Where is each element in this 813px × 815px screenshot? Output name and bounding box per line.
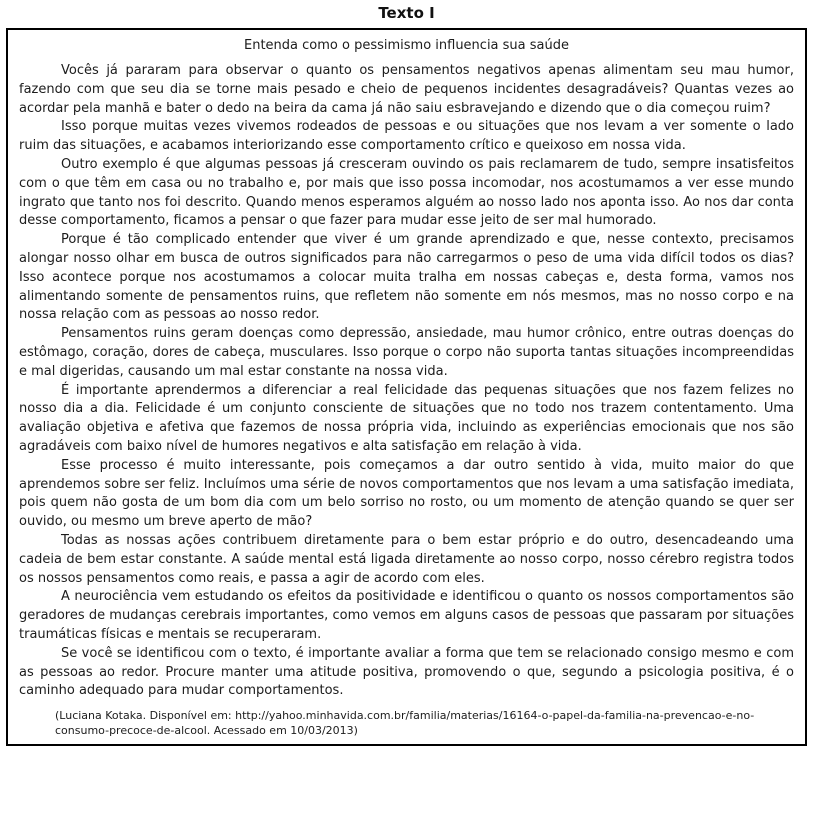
- paragraph: É importante aprendermos a diferenciar a real felicidade das pequenas situações que nos fazem felizes no nosso dia a dia. Felicidade é um conjunto consciente de situações que no todo nos trazem contentamento. Uma avaliação objetiva e afetiva que fazemos de nossa própria vida, incluindo as experiências emocionais que nos são agradáveis com baixo nível de humores negativos e alta satisfação em relação à vida.: [19, 382, 794, 454]
- paragraph: Outro exemplo é que algumas pessoas já cresceram ouvindo os pais reclamarem de tudo, sempre insatisfeitos com o que têm em casa ou no trabalho e, por mais que isso possa incomodar, nos acostumamos a ver esse mundo ingrato que tanto nos foi descrito. Quando menos esperamos alguém ao nosso lado nos aponta isso. Ao nos dar conta desse comportamento, ficamos a pensar o que fazer para mudar esse jeito de ser mal humorado.: [19, 156, 794, 229]
- article-heading: Entenda como o pessimismo influencia sua saúde: [244, 38, 569, 53]
- paragraph: Vocês já pararam para observar o quanto os pensamentos negativos apenas alimentam seu mau humor, fazendo com que seu dia se torne mais pesado e cheio de pequenos incidentes desagradáveis? Quantas vezes ao acordar pela manhã e bater o dedo na beira da cama já não saiu esbravejando e dizendo que o dia começou ruim?: [19, 63, 794, 116]
- paragraph: Todas as nossas ações contribuem diretamente para o bem estar próprio e do outro, desencadeando uma cadeia de bem estar constante. A saúde mental está ligada diretamente ao nosso corpo, nosso cérebro registra todos os nossos pensamentos como reais, e passa a agir de acordo com eles.: [19, 532, 794, 586]
- page-title: Texto I: [378, 4, 435, 22]
- paragraph: Esse processo é muito interessante, pois começamos a dar outro sentido à vida, muito maior do que aprendemos sobre ser feliz. Incluímos uma série de novos comportamentos que nos levam a uma satisfação imediata, pois quem não gosta de um bom dia com um belo sorriso no rosto, ou um momento de atenção quando se quer ser ouvido, ou mesmo um breve aperto de mão?: [19, 457, 794, 530]
- text-box: [6, 28, 807, 746]
- paragraph: Isso porque muitas vezes vivemos rodeados de pessoas e ou situações que nos levam a ver somente o lado ruim das situações, e acabamos interiorizando esse comportamento crítico e queixoso em nossa vida.: [19, 119, 794, 154]
- paragraph: Se você se identificou com o texto, é importante avaliar a forma que tem se relacionado consigo mesmo e com as pessoas ao redor. Procure manter uma atitude positiva, promovendo o que, segundo a psicologia positiva, é o caminho adequado para mudar comportamentos.: [19, 645, 794, 699]
- paragraph: Pensamentos ruins geram doenças como depressão, ansiedade, mau humor crônico, entre outras doenças do estômago, coração, dores de cabeça, musculares. Isso porque o corpo não suporta tantas situações incompreendidas e mal digeridas, causando um mal estar constante na nossa vida.: [19, 326, 794, 379]
- paragraph: A neurociência vem estudando os efeitos da positividade e identificou o quanto os nossos comportamentos são geradores de mudanças cerebrais importantes, como vemos em alguns casos de pessoas que passaram por situações traumáticas físicas e mentais se recuperaram.: [19, 589, 794, 642]
- paragraph: Porque é tão complicado entender que viver é um grande aprendizado e que, nesse contexto, precisamos alongar nosso olhar em busca de outros significados para não carregarmos o peso de uma vida difícil todos os dias? Isso acontece porque nos acostumamos a colocar muita tralha em nossas cabeças e, desta forma, vamos nos alimentando somente de pensamentos ruins, que refletem não somente em nós mesmos, mas no nosso corpo e na nossa relação com as pessoas ao nosso redor.: [19, 232, 794, 323]
- source-citation: (Luciana Kotaka. Disponível em: http://yahoo.minhavida.com.br/familia/materias/16164-o-papel-da-familia-na-prevencao-e-no-consumo-precoce-de-alcool. Acessado em 10/03/2013): [55, 709, 755, 738]
